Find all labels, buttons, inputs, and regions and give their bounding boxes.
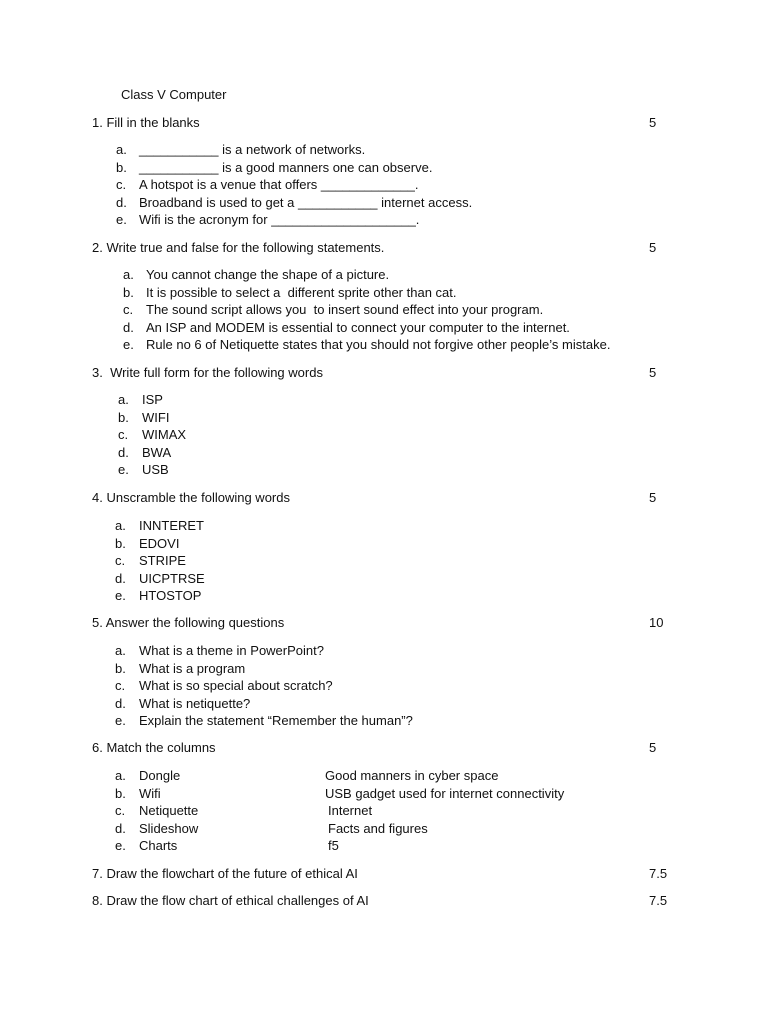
- list-item-text: Rule no 6 of Netiquette states that you should not forgive other people’s mistake.: [146, 337, 611, 352]
- list-item-letter: a.: [116, 142, 127, 157]
- list-item-text: What is netiquette?: [139, 696, 251, 711]
- list-item: [116, 142, 560, 159]
- question-heading: 3. Write full form for the following words: [92, 365, 323, 380]
- question-heading: 2. Write true and false for the following statements.: [92, 240, 385, 255]
- list-item-letter: d.: [118, 445, 129, 460]
- list-item: [116, 212, 560, 229]
- list-item: [118, 427, 560, 444]
- list-item-text: What is a program: [139, 661, 246, 676]
- list-item: [116, 160, 560, 177]
- list-item-text: Broadband is used to get a ___________ internet access.: [139, 195, 473, 210]
- list-item: [123, 337, 611, 354]
- list-item-letter: c.: [115, 553, 126, 568]
- list-item: [123, 285, 560, 302]
- list-item: [115, 803, 560, 820]
- list-item-letter: e.: [115, 588, 126, 603]
- question-5-header: [92, 615, 692, 633]
- question-2-header: [92, 240, 692, 258]
- list-item-text: Charts: [139, 838, 178, 853]
- list-item-text: ___________ is a good manners one can observe.: [139, 160, 433, 175]
- question-heading: 1. Fill in the blanks: [92, 115, 200, 130]
- list-item-letter: d.: [115, 696, 126, 711]
- list-item-letter: b.: [123, 285, 134, 300]
- list-item-letter: c.: [123, 302, 134, 317]
- list-item-text: Netiquette: [139, 803, 199, 818]
- question-heading: 5. Answer the following questions: [92, 615, 285, 630]
- list-item-letter: b.: [115, 536, 126, 551]
- list-item-letter: a.: [115, 643, 126, 658]
- match-column-item: Good manners in cyber space: [325, 768, 499, 783]
- match-column-item: USB gadget used for internet connectivity: [325, 786, 565, 801]
- question-heading: 4. Unscramble the following words: [92, 490, 290, 505]
- list-item: [115, 643, 560, 660]
- list-item-letter: d.: [123, 320, 134, 335]
- list-item: [115, 553, 560, 570]
- question-1-header: [92, 115, 692, 133]
- question-marks: 7.5: [649, 893, 668, 908]
- list-item-text: WIMAX: [142, 427, 187, 442]
- question-7-header: [92, 866, 692, 884]
- list-item-text: Wifi is the acronym for ____________________.: [139, 212, 420, 227]
- list-item: [123, 302, 560, 319]
- question-3-header: [92, 365, 692, 383]
- question-marks: 5: [649, 365, 657, 380]
- match-column-item: Facts and figures: [328, 821, 428, 836]
- list-item-letter: e.: [116, 212, 127, 227]
- list-item: [115, 661, 560, 678]
- list-item-letter: c.: [115, 678, 126, 693]
- list-item: [115, 536, 560, 553]
- question-6-header: [92, 740, 692, 758]
- list-item-text: An ISP and MODEM is essential to connect your computer to the internet.: [146, 320, 570, 335]
- list-item-text: You cannot change the shape of a picture.: [146, 267, 390, 282]
- list-item-text: USB: [142, 462, 169, 477]
- list-item-letter: d.: [115, 821, 126, 836]
- list-item-text: Explain the statement “Remember the human”?: [139, 713, 413, 728]
- question-marks: 10: [649, 615, 664, 630]
- list-item-text: STRIPE: [139, 553, 186, 568]
- list-item: [123, 320, 570, 337]
- list-item-letter: d.: [115, 571, 126, 586]
- list-item-text: ISP: [142, 392, 163, 407]
- list-item-letter: e.: [123, 337, 134, 352]
- list-item: [115, 768, 560, 785]
- list-item: [115, 696, 560, 713]
- list-item-text: UICPTRSE: [139, 571, 205, 586]
- list-item: [116, 195, 560, 212]
- list-item-text: EDOVI: [139, 536, 180, 551]
- list-item: [118, 410, 560, 427]
- list-item-text: Wifi: [139, 786, 161, 801]
- list-item-text: What is a theme in PowerPoint?: [139, 643, 324, 658]
- list-item-letter: c.: [118, 427, 129, 442]
- list-item-letter: e.: [115, 713, 126, 728]
- list-item-letter: a.: [123, 267, 134, 282]
- list-item: [123, 267, 560, 284]
- list-item-text: It is possible to select a different sprite other than cat.: [146, 285, 457, 300]
- list-item-text: Dongle: [139, 768, 181, 783]
- list-item: [115, 678, 560, 695]
- list-item-letter: a.: [115, 518, 126, 533]
- list-item-text: Slideshow: [139, 821, 199, 836]
- list-item-letter: c.: [115, 803, 126, 818]
- list-item-text: The sound script allows you to insert sound effect into your program.: [146, 302, 544, 317]
- list-item-text: INNTERET: [139, 518, 204, 533]
- list-item-text: WIFI: [142, 410, 170, 425]
- question-marks: 5: [649, 115, 657, 130]
- list-item: [115, 518, 560, 535]
- question-marks: 5: [649, 740, 657, 755]
- list-item-letter: b.: [116, 160, 127, 175]
- list-item-letter: b.: [115, 661, 126, 676]
- list-item: [118, 445, 560, 462]
- worksheet-title: Class V Computer: [121, 87, 227, 102]
- list-item: [115, 571, 560, 588]
- list-item-letter: e.: [115, 838, 126, 853]
- list-item-letter: b.: [118, 410, 129, 425]
- list-item: [115, 838, 560, 855]
- question-marks: 5: [649, 490, 657, 505]
- list-item-letter: a.: [118, 392, 129, 407]
- question-heading: 7. Draw the flowchart of the future of ethical AI: [92, 866, 358, 881]
- question-marks: 7.5: [649, 866, 668, 881]
- match-column-item: f5: [328, 838, 339, 853]
- list-item-text: BWA: [142, 445, 172, 460]
- list-item-letter: c.: [116, 177, 127, 192]
- question-4-header: [92, 490, 692, 508]
- match-column-item: Internet: [328, 803, 373, 818]
- list-item-text: HTOSTOP: [139, 588, 202, 603]
- list-item-text: ___________ is a network of networks.: [139, 142, 366, 157]
- question-heading: 6. Match the columns: [92, 740, 216, 755]
- list-item: [118, 392, 560, 409]
- question-heading: 8. Draw the flow chart of ethical challenges of AI: [92, 893, 369, 908]
- list-item-letter: d.: [116, 195, 127, 210]
- list-item: [115, 713, 560, 730]
- list-item: [115, 821, 560, 838]
- list-item: [115, 786, 565, 803]
- list-item-letter: e.: [118, 462, 129, 477]
- question-marks: 5: [649, 240, 657, 255]
- list-item-letter: b.: [115, 786, 126, 801]
- list-item-text: What is so special about scratch?: [139, 678, 333, 693]
- question-8-header: [92, 893, 692, 911]
- list-item: [116, 177, 560, 194]
- list-item: [115, 588, 560, 605]
- list-item-letter: a.: [115, 768, 126, 783]
- list-item-text: A hotspot is a venue that offers _____________.: [139, 177, 419, 192]
- list-item: [118, 462, 560, 479]
